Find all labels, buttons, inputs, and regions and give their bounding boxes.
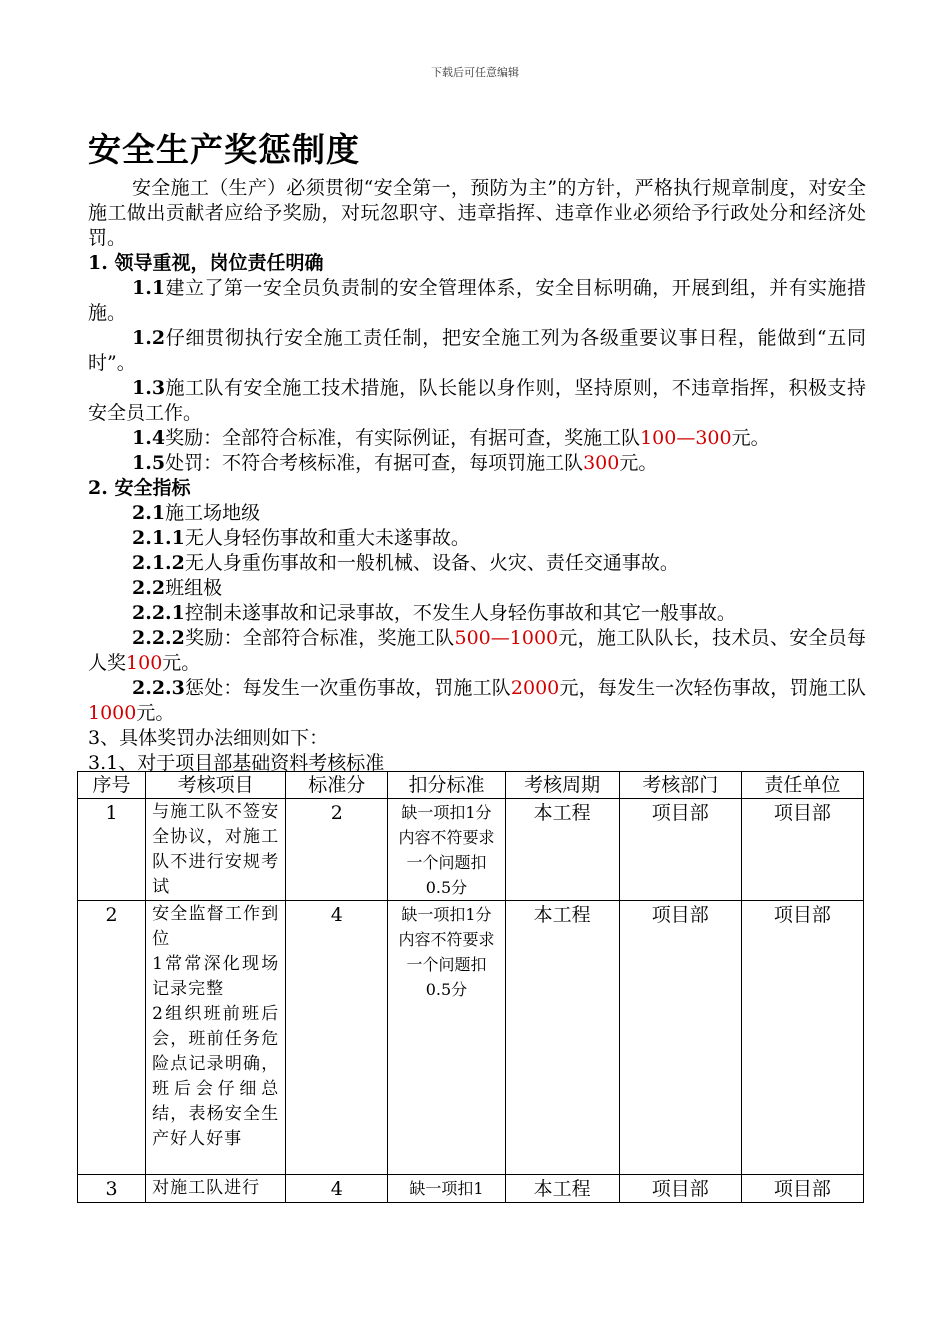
assessment-item: 对施工队进行: [146, 1175, 286, 1203]
table-row: [78, 1175, 864, 1203]
clause-2-1-2: 2.1.2无人身重伤事故和一般机械、设备、火灾、责任交通事故。: [132, 552, 679, 574]
page-title: 安全生产奖惩制度: [88, 130, 360, 169]
standard-score: 4: [286, 901, 388, 1175]
row-number: 1: [78, 799, 146, 901]
assessment-item: 与施工队不签安全协议，对施工队不进行安规考试: [146, 799, 286, 901]
assessment-department: 项目部: [619, 1175, 741, 1203]
responsible-unit: 项目部: [741, 799, 863, 901]
assessment-department: 项目部: [619, 901, 741, 1175]
deduction-standard: 缺一项扣1分内容不符要求一个问题扣0.5分: [388, 799, 505, 901]
responsible-unit: 项目部: [741, 1175, 863, 1203]
section-3-heading: 3、具体奖罚办法细则如下：: [88, 727, 329, 749]
assessment-department: 项目部: [619, 799, 741, 901]
assessment-cycle: 本工程: [505, 1175, 619, 1203]
clause-2-2-2: 2.2.2奖励：全部符合标准，奖施工队500—1000元，施工队队长，技术员、安全员每人奖100元。: [88, 627, 866, 674]
clause-2-2-3: 2.2.3惩处：每发生一次重伤事故，罚施工队2000元，每发生一次轻伤事故，罚施工队1000元。: [88, 677, 866, 724]
responsible-unit: 项目部: [741, 901, 863, 1175]
assessment-item: 安全监督工作到位 1常常深化现场记录完整 2组织班前班后会，班前任务危险点记录明确，班后会仔细总结，表杨安全生产好人好事: [146, 901, 286, 1175]
clause-2-2-1: 2.2.1控制未遂事故和记录事故，不发生人身轻伤事故和其它一般事故。: [132, 602, 736, 624]
clause-1-3: 1.3施工队有安全施工技术措施，队长能以身作则，坚持原则，不违章指挥，积极支持安全员工作。: [88, 377, 866, 424]
intro-paragraph: 安全施工（生产）必须贯彻“安全第一，预防为主”的方针，严格执行规章制度，对安全施工做出贡献者应给予奖励，对玩忽职守、违章指挥、违章作业必须给予行政处分和经济处罚。: [88, 177, 866, 249]
clause-1-2: 1.2仔细贯彻执行安全施工责任制，把安全施工列为各级重要议事日程，能做到“五同时”。: [88, 327, 866, 374]
assessment-cycle: 本工程: [505, 799, 619, 901]
section-2-heading: 2. 安全指标: [88, 477, 191, 499]
assessment-cycle: 本工程: [505, 901, 619, 1175]
table-row: [78, 901, 864, 1175]
clause-1-5: 1.5处罚：不符合考核标准，有据可查，每项罚施工队300元。: [132, 452, 658, 474]
reward-amount: 500—1000: [454, 627, 559, 649]
column-header: 考核周期: [505, 772, 619, 799]
reward-amount: 100: [126, 652, 163, 674]
clause-2-1: 2.1施工场地级: [132, 502, 261, 524]
column-header: 标准分: [286, 772, 388, 799]
section-3-1-subheading: 3.1、对于项目部基础资料考核标准: [88, 752, 385, 774]
standard-score: 2: [286, 799, 388, 901]
clause-1-1: 1.1建立了第一安全员负责制的安全管理体系，安全目标明确，开展到组，并有实施措施。: [88, 277, 866, 324]
table-header-row: [78, 772, 864, 799]
clause-2-2: 2.2班组极: [132, 577, 223, 599]
standard-score: 4: [286, 1175, 388, 1203]
column-header: 考核部门: [619, 772, 741, 799]
section-1-heading: 1. 领导重视，岗位责任明确: [88, 252, 324, 274]
deduction-standard: 缺一项扣1: [388, 1175, 505, 1203]
clause-2-1-1: 2.1.1无人身轻伤事故和重大未遂事故。: [132, 527, 470, 549]
column-header: 序号: [78, 772, 146, 799]
penalty-amount: 300: [583, 452, 620, 474]
column-header: 责任单位: [741, 772, 863, 799]
document-body: [88, 128, 866, 776]
penalty-amount: 1000: [88, 702, 137, 724]
table-row: [78, 799, 864, 901]
row-number: 3: [78, 1175, 146, 1203]
penalty-amount: 2000: [510, 677, 560, 699]
assessment-table: [77, 771, 864, 1203]
clause-1-4: 1.4奖励：全部符合标准，有实际例证，有据可查，奖施工队100—300元。: [132, 427, 770, 449]
deduction-standard: 缺一项扣1分内容不符要求一个问题扣0.5分: [388, 901, 505, 1175]
reward-amount: 100—300: [640, 427, 732, 449]
row-number: 2: [78, 901, 146, 1175]
column-header: 扣分标准: [388, 772, 505, 799]
column-header: 考核项目: [146, 772, 286, 799]
page-header-note: 下载后可任意编辑: [431, 66, 519, 79]
